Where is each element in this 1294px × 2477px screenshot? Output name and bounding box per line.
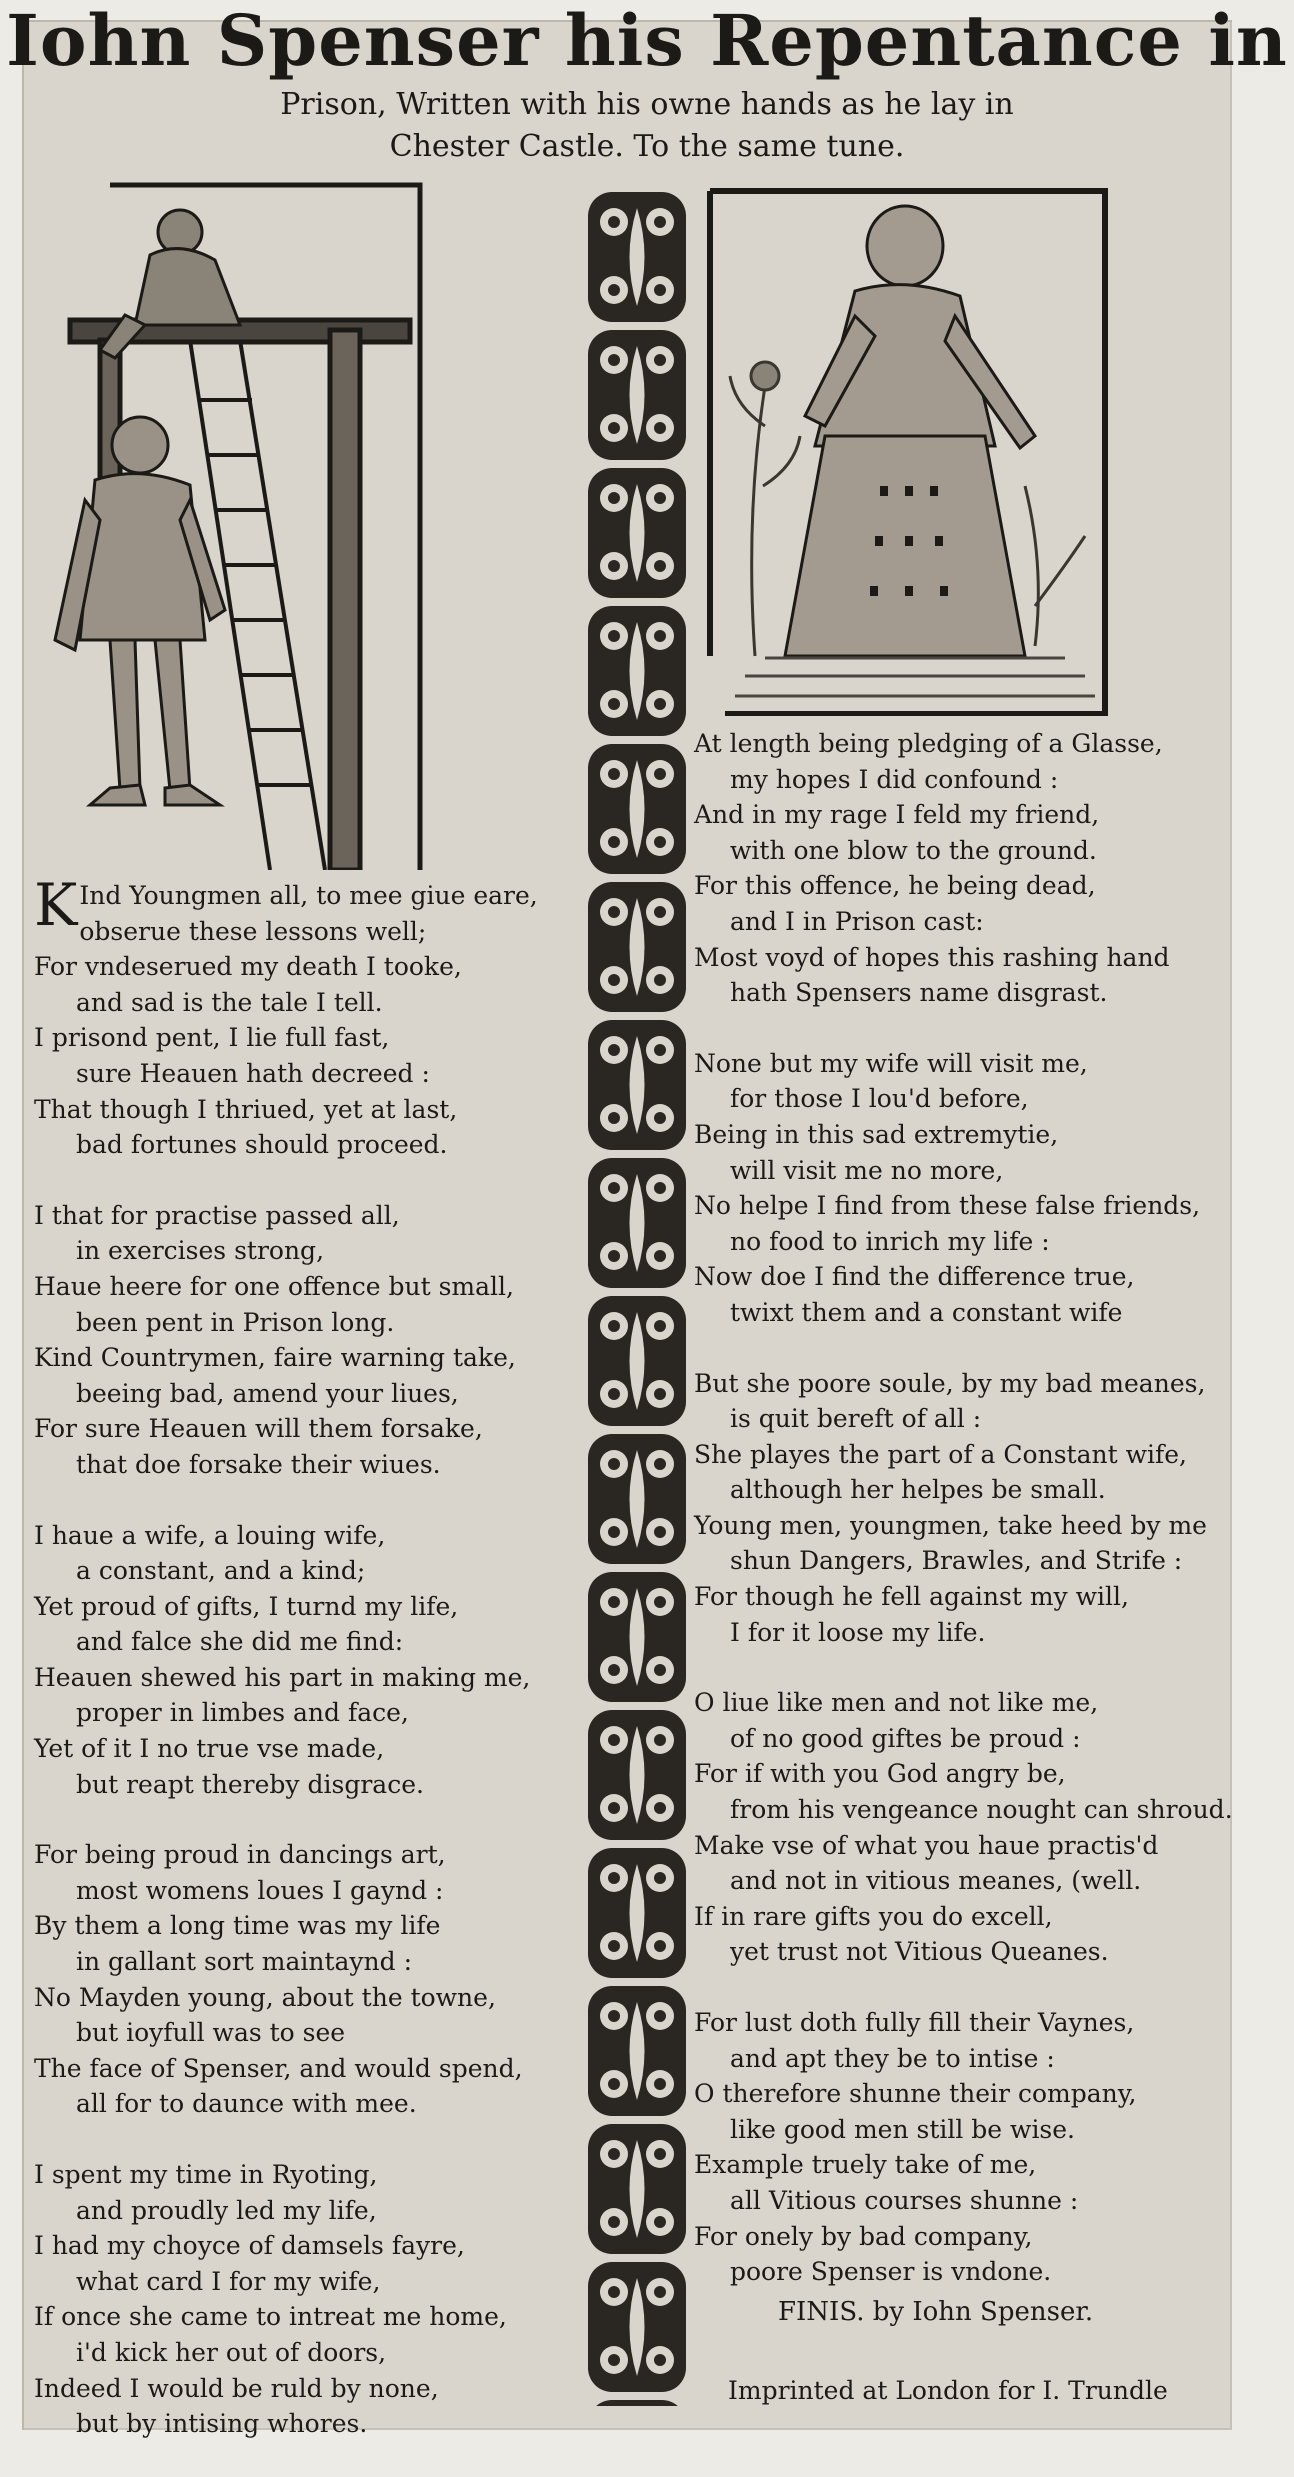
- verse-line: For being proud in dancings art,: [34, 1840, 446, 1870]
- verse-line: been pent in Prison long.: [76, 1307, 395, 1337]
- verse-line: If in rare gifts you do excell,: [694, 1901, 1053, 1931]
- verse-line: no food to inrich my life :: [730, 1226, 1050, 1256]
- verse-line: Being in this sad extremytie,: [694, 1119, 1059, 1149]
- verse-line: although her helpes be small.: [730, 1475, 1106, 1505]
- verse-stanza: [694, 1366, 1254, 1651]
- verse-stanza: [34, 1518, 564, 1803]
- verse-line: and apt they be to intise :: [730, 2043, 1055, 2073]
- verse-line: No helpe I find from these false friends,: [694, 1191, 1201, 1221]
- verse-line: like good men still be wise.: [730, 2114, 1076, 2144]
- verse-line: And in my rage I feld my friend,: [694, 800, 1100, 830]
- verse-line: proper in limbes and face,: [76, 1698, 409, 1728]
- verse-line: I haue a wife, a louing wife,: [34, 1520, 386, 1550]
- verse-line: is quit bereft of all :: [730, 1404, 982, 1434]
- verse-line: all for to daunce with mee.: [76, 2089, 417, 2119]
- ballad-subtitle-line2: Chester Castle. To the same tune.: [389, 129, 905, 164]
- verse-line: all Vitious courses shunne :: [730, 2185, 1079, 2215]
- right-verse-column: [694, 726, 1254, 2325]
- verse-line: Indeed I would be ruld by none,: [34, 2373, 439, 2403]
- verse-line: most womens loues I gaynd :: [76, 1875, 444, 1905]
- ornamental-border: [582, 188, 692, 2406]
- finis-line: FINIS. by Iohn Spenser.: [778, 2297, 1094, 2327]
- verse-line: Heauen shewed his part in making me,: [34, 1662, 531, 1692]
- verse-stanza: [694, 1046, 1254, 1331]
- verse-line: sure Heauen hath decreed :: [76, 1058, 430, 1088]
- left-verse-column: [34, 871, 564, 2477]
- verse-line: yet trust not Vitious Queanes.: [730, 1937, 1109, 1967]
- verse-line: I prisond pent, I lie full fast,: [34, 1023, 390, 1053]
- drop-cap: K: [34, 871, 78, 939]
- verse-line: but ioyfull was to see: [76, 2018, 346, 2048]
- verse-line: in gallant sort maintaynd :: [76, 1947, 413, 1977]
- ballad-title: Iohn Spenser his Repentance in: [6, 0, 1288, 82]
- verse-line: But she poore soule, by my bad meanes,: [694, 1368, 1206, 1398]
- ballad-subtitle-line1: Prison, Written with his owne hands as he lay in: [280, 87, 1014, 122]
- verse-line: that doe forsake their wiues.: [76, 1449, 441, 1479]
- verse-line: beeing bad, amend your liues,: [76, 1378, 459, 1408]
- verse-line: i'd kick her out of doors,: [76, 2337, 387, 2367]
- verse-line: shun Dangers, Brawles, and Strife :: [730, 1546, 1183, 1576]
- verse-stanza: [34, 1837, 564, 2122]
- verse-line: and sad is the tale I tell.: [76, 987, 383, 1017]
- verse-line: The face of Spenser, and would spend,: [34, 2053, 523, 2083]
- verse-line: Young men, youngmen, take heed by me: [694, 1510, 1207, 1540]
- verse-line: Yet of it I no true vse made,: [34, 1734, 385, 1764]
- verse-stanza: [694, 726, 1254, 1011]
- imprint-line: Imprinted at London for I. Trundle: [728, 2376, 1168, 2405]
- verse-line: For vndeserued my death I tooke,: [34, 952, 462, 982]
- woman-woodcut: [705, 186, 1115, 716]
- verse-line: twixt them and a constant wife: [730, 1297, 1123, 1327]
- verse-line: By them a long time was my life: [34, 1911, 441, 1941]
- verse-line: She playes the part of a Constant wife,: [694, 1439, 1187, 1469]
- verse-line: Now doe I find the difference true,: [694, 1262, 1135, 1292]
- verse-stanza: [694, 2005, 1254, 2290]
- verse-stanza: [694, 1685, 1254, 1970]
- verse-line: Example truely take of me,: [694, 2150, 1037, 2180]
- verse-line: No Mayden young, about the towne,: [34, 1982, 496, 2012]
- verse-line: and not in vitious meanes, (well.: [730, 1866, 1142, 1896]
- verse-line: and falce she did me find:: [76, 1627, 404, 1657]
- verse-line: I that for practise passed all,: [34, 1200, 400, 1230]
- verse-stanza: [34, 2157, 564, 2442]
- verse-line: poore Spenser is vndone.: [730, 2257, 1052, 2287]
- verse-line: At length being pledging of a Glasse,: [694, 729, 1163, 758]
- verse-line: O therefore shunne their company,: [694, 2079, 1137, 2109]
- verse-line: I spent my time in Ryoting,: [34, 2160, 378, 2189]
- verse-line: but reapt thereby disgrace.: [76, 1769, 424, 1799]
- verse-line: For lust doth fully fill their Vaynes,: [694, 2008, 1135, 2037]
- verse-line: from his vengeance nought can shroud.: [730, 1795, 1233, 1825]
- verse-line: If once she came to intreat me home,: [34, 2302, 507, 2332]
- verse-line: with one blow to the ground.: [730, 835, 1097, 865]
- verse-line: will visit me no more,: [730, 1155, 1004, 1185]
- verse-line: K Ind Youngmen all, to mee giue eare,: [34, 871, 538, 939]
- verse-line: hath Spensers name disgrast.: [730, 978, 1108, 1008]
- verse-line: I had my choyce of damsels fayre,: [34, 2231, 465, 2261]
- verse-line: Most voyd of hopes this rashing hand: [694, 942, 1170, 972]
- verse-line: I for it loose my life.: [730, 1617, 986, 1647]
- gallows-woodcut: [40, 180, 440, 870]
- verse-line: in exercises strong,: [76, 1236, 325, 1266]
- verse-line: Make vse of what you haue practis'd: [694, 1830, 1159, 1860]
- verse-line: For this offence, he being dead,: [694, 871, 1096, 901]
- verse-line: and I in Prison cast:: [730, 906, 984, 936]
- verse-line: my hopes I did confound :: [730, 764, 1059, 794]
- verse-stanza: [34, 1198, 564, 1483]
- verse-line: for those I lou'd before,: [730, 1084, 1029, 1114]
- verse-line: O liue like men and not like me,: [694, 1688, 1099, 1718]
- verse-line: of no good giftes be proud :: [730, 1723, 1081, 1753]
- verse-line: bad fortunes should proceed.: [76, 1130, 448, 1160]
- verse-line: None but my wife will visit me,: [694, 1048, 1088, 1078]
- verse-line: That though I thriued, yet at last,: [34, 1094, 458, 1124]
- verse-line: but by intising whores.: [76, 2409, 368, 2439]
- verse-line: what card I for my wife,: [76, 2266, 381, 2296]
- verse-line: For onely by bad company,: [694, 2221, 1033, 2251]
- verse-line: a constant, and a kind;: [76, 1556, 366, 1586]
- verse-line: Yet proud of gifts, I turnd my life,: [34, 1591, 459, 1621]
- verse-line: For sure Heauen will them forsake,: [34, 1414, 483, 1444]
- verse-line: Kind Countrymen, faire warning take,: [34, 1343, 516, 1373]
- verse-line: For if with you God angry be,: [694, 1759, 1066, 1789]
- verse-line: For though he fell against my will,: [694, 1582, 1129, 1612]
- verse-line: obserue these lessons well;: [79, 916, 427, 946]
- verse-stanza: [34, 871, 564, 1163]
- verse-line: and proudly led my life,: [76, 2195, 377, 2225]
- verse-line: Haue heere for one offence but small,: [34, 1271, 514, 1301]
